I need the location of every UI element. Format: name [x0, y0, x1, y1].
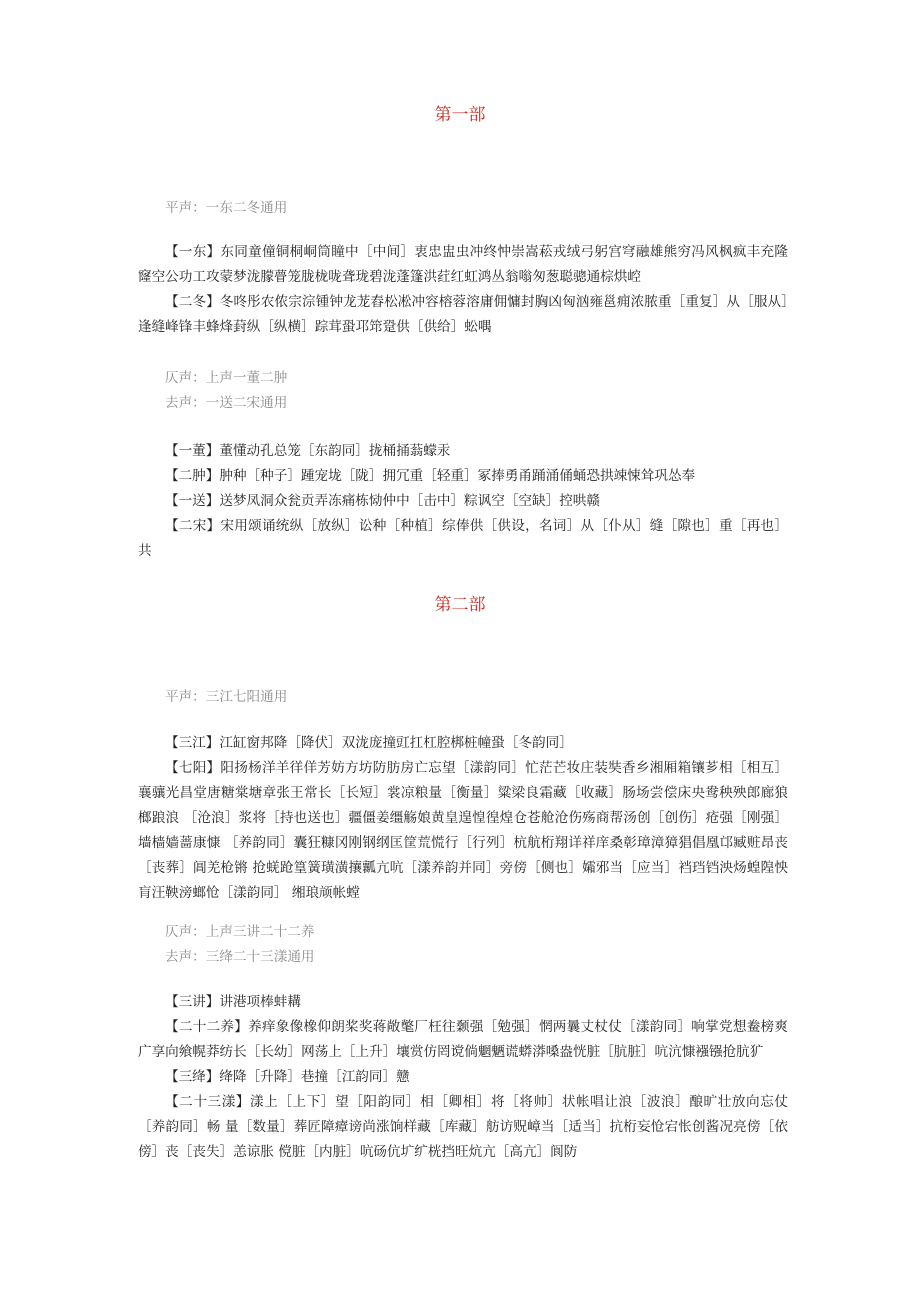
rhyme-entry: 【三讲】讲港项棒蚌耩: [165, 994, 301, 1010]
rhyme-entry: 【三江】江缸窗邦降［降伏］双泷庞撞豇扛杠腔梆桩幢蛩［冬韵同］: [165, 735, 573, 751]
ping-sheng-label-2: 平声：三江七阳通用: [165, 689, 288, 705]
rhyme-entry: 【一送】送梦凤洞众瓮贡弄冻痛栋恸仲中［击中］粽讽空［空缺］控哄赣: [165, 493, 600, 509]
rhyme-entry: 【二冬】冬咚彤农侬宗淙锺钟龙茏舂松凇冲容榕蓉溶庸佣慵封胸凶匈汹雍邕痈浓脓重［重复］从［服从］逢缝峰锋丰蜂烽葑纵［纵横］踪茸蛩邛筇跫供［供给］蚣喁: [138, 294, 788, 335]
ze-sheng-label: 仄声：上声一董二肿: [165, 370, 288, 386]
ping-sheng-entries-2: [138, 731, 788, 906]
rhyme-entry: 【二十二养】养痒象像橡仰朗桨奖蒋敞氅厂枉往颡强［勉强］惘两曩丈杖仗［漾韵同］响掌党想鲞榜爽广享向飨幌莽纺长［长幼］网荡上［上升］壤赏仿罔谠倘魍魉谎蟒漭嗓盎恍脏［肮脏］吭沆慷襁镪抢肮犷: [138, 1019, 788, 1060]
rhyme-entry: 【二宋】宋用颂诵统纵［放纵］讼种［种植］综俸供［供设，名词］从［仆从］缝［隙也］重［再也］共: [138, 518, 788, 559]
section-title-1: 第一部: [434, 105, 486, 125]
rhyme-entry: 【一董】董懂动孔总笼［东韵同］拢桶捅蓊蠓汞: [165, 443, 451, 459]
qu-sheng-label: 去声：一送二宋通用: [165, 395, 288, 411]
ping-sheng-label-1: 平声：一东二冬通用: [165, 200, 288, 216]
ze-sheng-label: 仄声：上声三讲二十二养: [165, 924, 315, 940]
rhyme-entry: 【一东】东同童僮铜桐峒筒瞳中［中间］衷忠盅虫冲终忡崇嵩菘戎绒弓躬宫穹融雄熊穷冯风枫疯丰充隆 窿空公功工攻蒙梦泷朦瞢笼胧栊咙聋珑碧泷蓬篷洪荭红虹鸿丛翁嗡匆葱聪骢通棕烘崆: [138, 244, 788, 285]
rhyme-entry: 【三绛】绛降［升降］巷撞［江韵同］戆: [165, 1069, 410, 1085]
ze-sheng-entries-2: [138, 990, 788, 1165]
ze-sheng-labels-1: [138, 366, 815, 416]
ze-sheng-labels-2: [138, 920, 815, 970]
section-title-2: 第二部: [434, 595, 486, 615]
rhyme-entry: 【七阳】阳扬杨洋羊徉佯芳妨方坊防肪房亡忘望［漾韵同］忙茫芒妆庄装奘香乡湘厢箱镶芗相［相互］襄骧光昌堂唐糖棠塘章张王常长［长短］裳凉粮量［衡量］粱梁良霜藏［收藏］肠场尝偿床央鸯秧殃郎廊狼榔踉浪 ［沧浪］浆将［持也送也］疆僵姜缰觞娘黄皇遑惶徨煌仓苍舱沧伤殇商帮汤创［创伤］疮强［刚强］墙樯嫱蔷康慷 ［养韵同］囊狂糠冈刚钢纲匡筐荒慌行［行列］杭航桁翔详祥庠桑彰璋漳獐猖倡凰邙臧赃昂丧［丧葬］阊羌枪锵 抢蜣跄篁簧璜潢攘瓤亢吭［漾养韵并同］旁傍［侧也］孀邪当［应当］裆珰铛泱炀蝗隍怏肓汪鞅滂螂怆［漾韵同］ 缃琅颃帐螳: [138, 760, 788, 901]
rhyme-entry: 【二肿】肿种［种子］踵宠垅［陇］拥冗重［轻重］冢捧勇甬踊涌俑蛹恐拱竦悚耸巩怂奉: [165, 468, 696, 484]
ze-sheng-entries-1: [138, 439, 788, 564]
qu-sheng-label: 去声：三绛二十三漾通用: [165, 949, 315, 965]
ping-sheng-entries-1: [138, 240, 788, 340]
rhyme-entry: 【二十三漾】漾上［上下］望［阳韵同］相［卿相］将［将帅］状帐唱让浪［波浪］酿旷壮放向忘仗［养韵同］畅 量［数量］葬匠障瘴谤尚涨饷样藏［库藏］舫访贶嶂当［适当］抗桁妄怆宕怅创酱况亮傍［依傍］丧［丧失］恙谅胀 傥脏［内脏］吭砀伉圹纩桄挡旺炕亢［高亢］阆防: [138, 1094, 788, 1160]
